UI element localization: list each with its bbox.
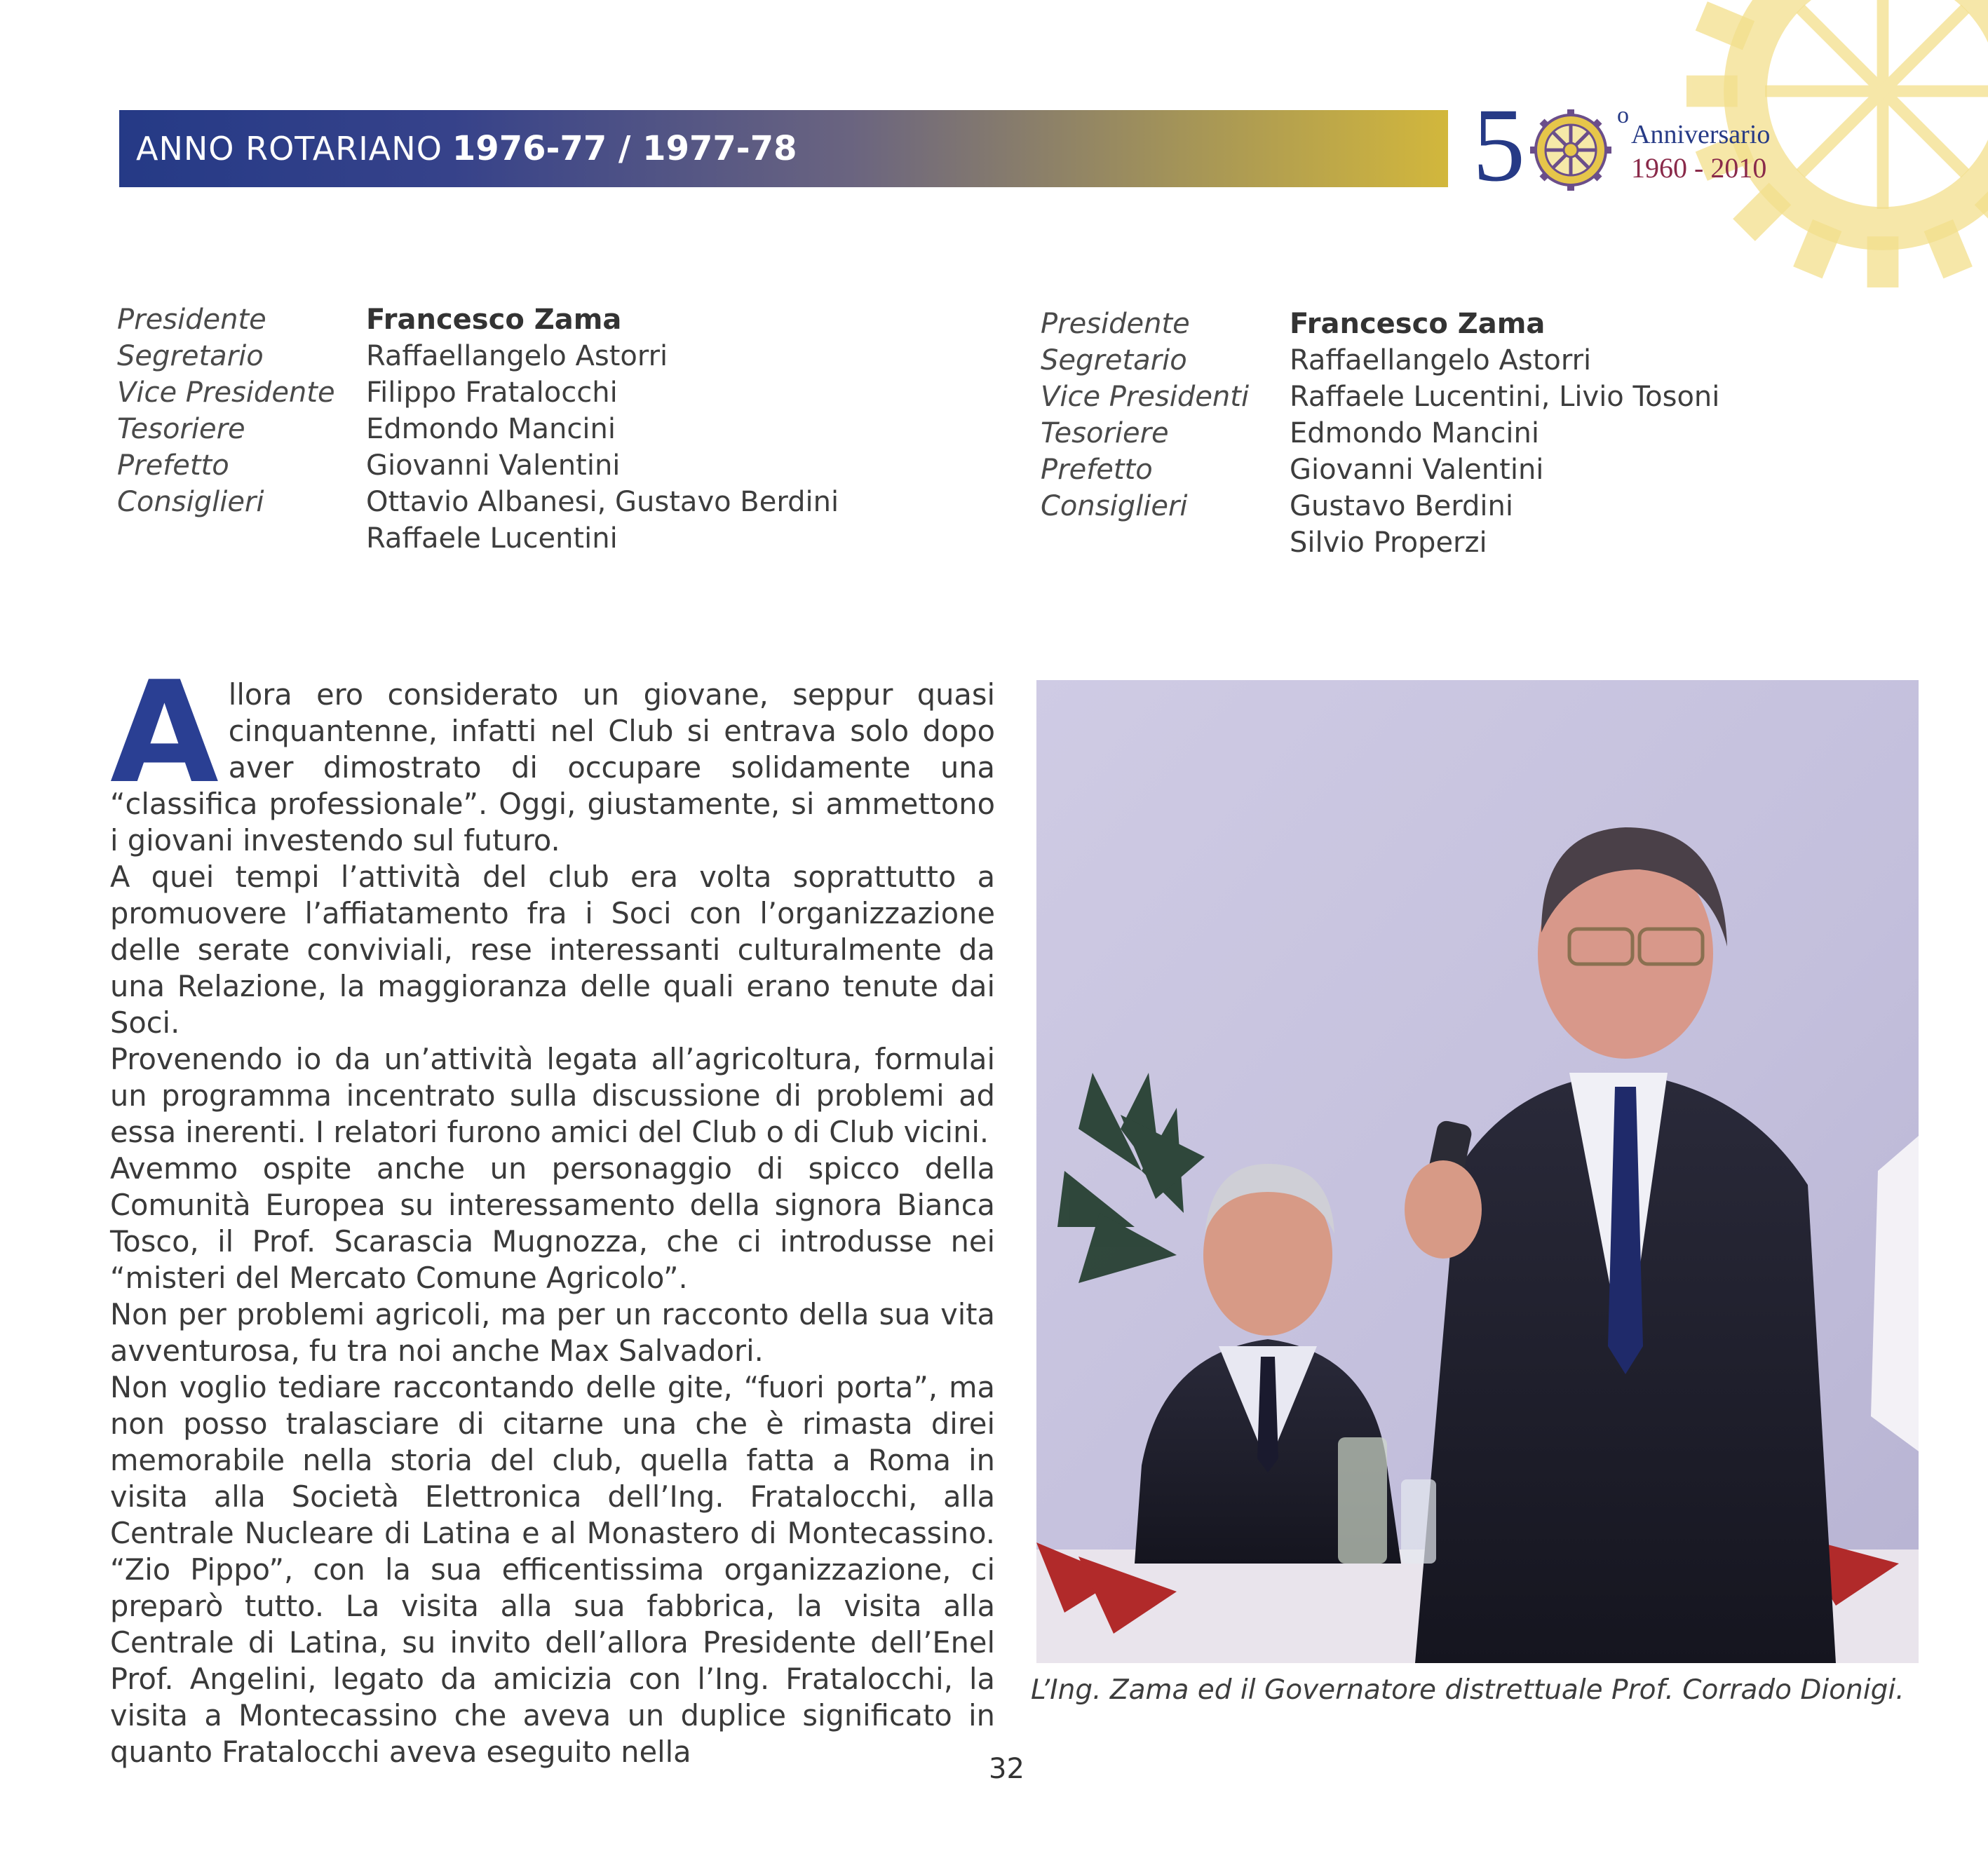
officer-name: Raffaele Lucentini xyxy=(366,522,618,555)
officer-name: Ottavio Albanesi, Gustavo Berdini xyxy=(366,486,839,518)
officer-row xyxy=(1041,488,1719,561)
officer-role: Consiglieri xyxy=(117,486,264,518)
anniversary-number: 5 xyxy=(1473,87,1525,203)
article-paragraph: Provenendo io da un’attività legata all’agricoltura, formulai un programma incentrato sulla discussione di problemi ad essa inerenti. I relatori furono amici del Club o di Club vicini. xyxy=(110,1042,995,1149)
officer-name: Raffaellangelo Astorri xyxy=(366,340,668,372)
officer-role: Consiglieri xyxy=(1041,490,1188,522)
event-photo xyxy=(1036,680,1919,1663)
anniversary-label: Anniversario xyxy=(1631,120,1771,149)
officer-row xyxy=(1041,379,1719,415)
article-paragraph: A quei tempi l’attività del club era volta soprattutto a promuovere l’affiatamento fra i Soci con l’organizzazione delle serate conviviali, rese interessanti culturalmente da una Relazione, la maggioranza delle quali erano tenute dai Soci. xyxy=(110,860,995,1040)
officer-name: Raffaellangelo Astorri xyxy=(1290,344,1592,377)
officer-role: Vice Presidente xyxy=(117,377,335,409)
photo-caption: L’Ing. Zama ed il Governatore distrettuale Prof. Corrado Dionigi. xyxy=(1031,1674,1905,1706)
article-body xyxy=(110,651,995,1770)
officer-name: Gustavo Berdini xyxy=(1290,490,1514,522)
officer-role: Presidente xyxy=(1041,308,1190,340)
officer-name: Filippo Fratalocchi xyxy=(366,377,618,409)
anniversary-logo xyxy=(1473,87,1781,203)
officer-name: Edmondo Mancini xyxy=(1290,417,1539,449)
anniversary-years: 1960 - 2010 xyxy=(1631,152,1767,184)
officer-name: Giovanni Valentini xyxy=(366,449,621,482)
officers-list-1976 xyxy=(117,301,839,557)
rotary-wheel-icon xyxy=(1529,108,1613,192)
officer-name: Giovanni Valentini xyxy=(1290,454,1544,486)
page-number: 32 xyxy=(989,1753,1025,1785)
article-paragraph-text: llora ero considerato un giovane, seppur quasi cinquantenne, infatti nel Club si entrava solo dopo aver dimostrato di occupare solidamente una “classifica professionale”. Oggi, giustamente, si ammettono i giovani investendo sul futuro. xyxy=(110,677,995,857)
officer-row xyxy=(117,447,839,484)
article-paragraph: Avemmo ospite anche un personaggio di spicco della Comunità Europea su interessamento della signora Bianca Tosco, il Prof. Scarascia Mugnozza, che ci introdusse nei “misteri del Mercato Comune Agricolo”. xyxy=(110,1151,995,1295)
article-paragraph xyxy=(110,651,995,859)
officer-role: Tesoriere xyxy=(117,413,245,445)
officer-name: Raffaele Lucentini, Livio Tosoni xyxy=(1290,381,1720,413)
officer-row xyxy=(1041,342,1719,379)
officer-name: Silvio Properzi xyxy=(1290,527,1487,559)
article-paragraph: Non voglio tediare raccontando delle gite, “fuori porta”, ma non posso tralasciare di citarne una che è rimasta direi memorabile nella storia del club, quella fatta a Roma in visita alla Società Elettronica dell’Ing. Fratalocchi, alla Centrale Nucleare di Latina e al Monastero di Montecassino. “Zio Pippo”, con la sua efficentissima organizzazione, ci preparò tutto. La visita alla sua fabbrica, la visita alla Centrale di Latina, su invito dell’allora Presidente dell’Enel Prof. Angelini, legato da amicizia con l’Ing. Fratalocchi, la visita a Montecassino che aveva un duplice significato in quanto Fratalocchi aveva eseguito nella xyxy=(110,1370,995,1769)
officer-role: Tesoriere xyxy=(1041,417,1169,449)
header-label: ANNO ROTARIANO xyxy=(136,130,442,168)
officer-row xyxy=(117,484,839,557)
officer-role: Prefetto xyxy=(1041,454,1153,486)
officer-name: Edmondo Mancini xyxy=(366,413,616,445)
officer-role: Prefetto xyxy=(117,449,229,482)
article-paragraph: Non per problemi agricoli, ma per un racconto della sua vita avventurosa, fu tra noi anche Max Salvadori. xyxy=(110,1297,995,1368)
officer-role: Presidente xyxy=(117,304,266,336)
anniversary-superscript: o xyxy=(1617,102,1629,128)
officer-row xyxy=(117,301,839,338)
officer-role: Vice Presidenti xyxy=(1041,381,1250,413)
officer-row xyxy=(1041,452,1719,488)
officer-row xyxy=(1041,415,1719,452)
officer-role: Segretario xyxy=(117,340,264,372)
officer-row xyxy=(117,338,839,374)
header-years: 1976-77 / 1977-78 xyxy=(452,129,797,168)
officer-name: Francesco Zama xyxy=(366,304,622,336)
section-header-bar xyxy=(119,110,1448,187)
officer-row xyxy=(1041,306,1719,342)
officer-row xyxy=(117,411,839,447)
officer-row xyxy=(117,374,839,411)
officer-role: Segretario xyxy=(1041,344,1187,377)
drop-cap: A xyxy=(110,651,219,815)
officers-list-1977 xyxy=(1041,306,1719,561)
officer-name: Francesco Zama xyxy=(1290,308,1546,340)
